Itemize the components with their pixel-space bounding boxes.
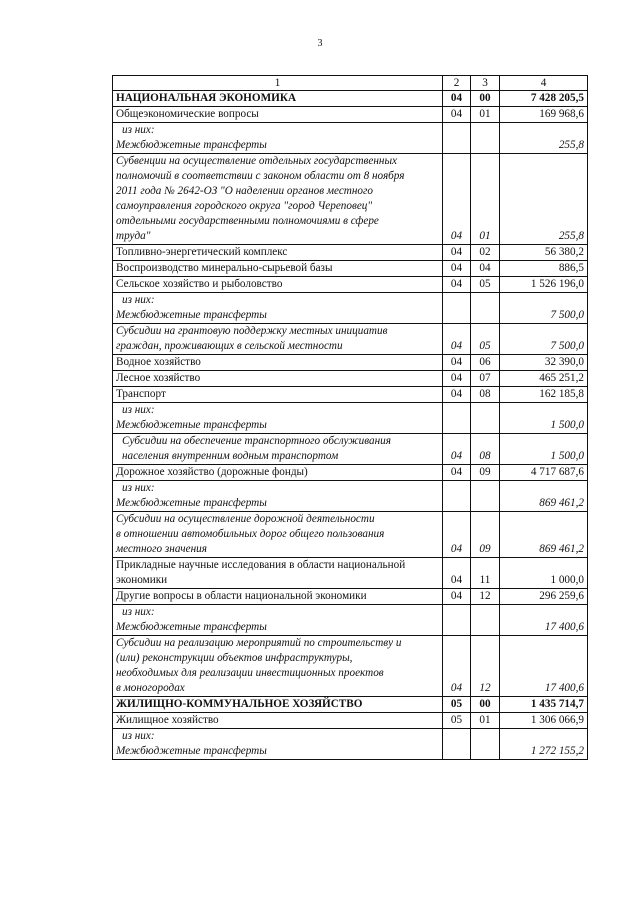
amount: 56 380,2 — [500, 245, 588, 261]
amount: 7 500,0 — [500, 293, 588, 324]
table-row — [113, 371, 588, 387]
amount: 1 500,0 — [500, 434, 588, 465]
section-code — [443, 403, 471, 434]
row-name-line: местного значения — [116, 543, 207, 555]
amount: 869 461,2 — [500, 481, 588, 512]
table-row — [113, 387, 588, 403]
row-name-line: (или) реконструкции объектов инфраструктуры, — [116, 652, 353, 664]
table-row — [113, 355, 588, 371]
subsection-code — [471, 293, 500, 324]
subsection-code: 06 — [471, 355, 500, 371]
table-row — [113, 91, 588, 107]
row-name-line: самоуправления городского округа "город Череповец" — [116, 200, 373, 212]
row-name-cell — [113, 123, 443, 154]
amount: 465 251,2 — [500, 371, 588, 387]
section-code: 04 — [443, 355, 471, 371]
section-code: 04 — [443, 91, 471, 107]
section-code — [443, 293, 471, 324]
table-row — [113, 558, 588, 589]
row-name-line: труда" — [116, 230, 151, 242]
subsection-code: 11 — [471, 558, 500, 589]
table-row — [113, 605, 588, 636]
subsection-code: 08 — [471, 434, 500, 465]
row-name-line: необходимых для реализации инвестиционных проектов — [116, 667, 384, 679]
header-col-3: 3 — [471, 76, 500, 91]
section-code — [443, 729, 471, 760]
row-name-cell — [113, 481, 443, 512]
row-name-line: граждан, проживающих в сельской местности — [116, 340, 343, 352]
table-row — [113, 324, 588, 355]
table-row — [113, 465, 588, 481]
row-name-cell — [113, 589, 443, 605]
subsection-code: 05 — [471, 324, 500, 355]
row-name-cell — [113, 558, 443, 589]
subsection-code: 07 — [471, 371, 500, 387]
row-name-line: Транспорт — [116, 388, 166, 400]
row-name-cell — [113, 324, 443, 355]
amount: 1 000,0 — [500, 558, 588, 589]
row-name-cell — [113, 713, 443, 729]
row-name-line: Межбюджетные трансферты — [116, 745, 267, 757]
row-name-line: Общеэкономические вопросы — [116, 108, 259, 120]
row-name-line: из них: — [122, 482, 155, 494]
amount: 255,8 — [500, 123, 588, 154]
table-row — [113, 481, 588, 512]
section-code: 04 — [443, 434, 471, 465]
table-row — [113, 154, 588, 245]
table-row — [113, 107, 588, 123]
row-name-cell — [113, 512, 443, 558]
row-name-line: из них: — [122, 404, 155, 416]
subsection-code: 04 — [471, 261, 500, 277]
row-name-line: НАЦИОНАЛЬНАЯ ЭКОНОМИКА — [116, 92, 297, 104]
row-name-line: 2011 года № 2642-ОЗ "О наделении органов местного — [116, 185, 373, 197]
subsection-code — [471, 123, 500, 154]
row-name-line: Субсидии на осуществление дорожной деятельности — [116, 513, 375, 525]
row-name-line: Прикладные научные исследования в области национальной — [116, 559, 406, 571]
row-name-line: Межбюджетные трансферты — [116, 419, 267, 431]
section-code: 04 — [443, 107, 471, 123]
row-name-cell — [113, 371, 443, 387]
subsection-code — [471, 729, 500, 760]
row-name-cell — [113, 697, 443, 713]
row-name-cell — [113, 636, 443, 697]
row-name-line: Сельское хозяйство и рыболовство — [116, 278, 283, 290]
row-name-cell — [113, 91, 443, 107]
amount: 7 500,0 — [500, 324, 588, 355]
table-row — [113, 245, 588, 261]
subsection-code: 00 — [471, 91, 500, 107]
table-row — [113, 403, 588, 434]
subsection-code: 01 — [471, 107, 500, 123]
header-col-2: 2 — [443, 76, 471, 91]
table-row — [113, 277, 588, 293]
row-name-line: Дорожное хозяйство (дорожные фонды) — [116, 466, 308, 478]
row-name-line: Воспроизводство минерально-сырьевой базы — [116, 262, 333, 274]
row-name-line: Межбюджетные трансферты — [116, 139, 267, 151]
row-name-cell — [113, 605, 443, 636]
row-name-cell — [113, 387, 443, 403]
section-code: 04 — [443, 387, 471, 403]
row-name-line: Субвенции на осуществление отдельных государственных — [116, 155, 398, 167]
table-header-row — [113, 76, 588, 91]
row-name-line: Другие вопросы в области национальной экономики — [116, 590, 367, 602]
subsection-code: 09 — [471, 465, 500, 481]
row-name-cell — [113, 355, 443, 371]
section-code — [443, 605, 471, 636]
amount: 17 400,6 — [500, 636, 588, 697]
row-name-line: Межбюджетные трансферты — [116, 621, 267, 633]
row-name-line: из них: — [122, 606, 155, 618]
row-name-cell — [113, 403, 443, 434]
subsection-code — [471, 605, 500, 636]
row-name-line: отдельными государственными полномочиями в сфере — [116, 215, 379, 227]
section-code: 04 — [443, 261, 471, 277]
subsection-code: 02 — [471, 245, 500, 261]
section-code: 04 — [443, 277, 471, 293]
amount: 1 435 714,7 — [500, 697, 588, 713]
section-code: 04 — [443, 245, 471, 261]
amount: 4 717 687,6 — [500, 465, 588, 481]
section-code — [443, 481, 471, 512]
row-name-line: из них: — [122, 294, 155, 306]
section-code: 04 — [443, 465, 471, 481]
section-code: 04 — [443, 636, 471, 697]
row-name-cell — [113, 107, 443, 123]
subsection-code: 00 — [471, 697, 500, 713]
subsection-code: 01 — [471, 154, 500, 245]
amount: 17 400,6 — [500, 605, 588, 636]
table-row — [113, 293, 588, 324]
row-name-line: Топливно-энергетический комплекс — [116, 246, 288, 258]
row-name-cell — [113, 465, 443, 481]
amount: 296 259,6 — [500, 589, 588, 605]
row-name-cell — [113, 154, 443, 245]
table-row — [113, 589, 588, 605]
page-number: 3 — [317, 38, 323, 49]
row-name-cell — [113, 245, 443, 261]
amount: 1 306 066,9 — [500, 713, 588, 729]
row-name-line: из них: — [122, 124, 155, 136]
section-code: 04 — [443, 154, 471, 245]
subsection-code — [471, 403, 500, 434]
table-row — [113, 713, 588, 729]
section-code: 05 — [443, 697, 471, 713]
header-col-1: 1 — [113, 76, 443, 91]
table-row — [113, 261, 588, 277]
row-name-cell — [113, 261, 443, 277]
header-col-4: 4 — [500, 76, 588, 91]
section-code: 04 — [443, 371, 471, 387]
subsection-code: 09 — [471, 512, 500, 558]
amount: 169 968,6 — [500, 107, 588, 123]
row-name-line: Субсидии на обеспечение транспортного обслуживания — [122, 435, 391, 447]
row-name-cell — [113, 293, 443, 324]
table-row — [113, 636, 588, 697]
row-name-line: Субсидии на грантовую поддержку местных инициатив — [116, 325, 388, 337]
row-name-line: Межбюджетные трансферты — [116, 497, 267, 509]
row-name-line: экономики — [116, 574, 168, 586]
amount: 7 428 205,5 — [500, 91, 588, 107]
amount: 1 526 196,0 — [500, 277, 588, 293]
table-row — [113, 434, 588, 465]
amount: 1 272 155,2 — [500, 729, 588, 760]
subsection-code: 01 — [471, 713, 500, 729]
section-code: 05 — [443, 713, 471, 729]
section-code: 04 — [443, 558, 471, 589]
row-name-cell — [113, 434, 443, 465]
row-name-line: полномочий в соответствии с законом области от 8 ноября — [116, 170, 405, 182]
subsection-code — [471, 481, 500, 512]
table-row — [113, 697, 588, 713]
amount: 1 500,0 — [500, 403, 588, 434]
table-row — [113, 512, 588, 558]
row-name-line: Водное хозяйство — [116, 356, 201, 368]
row-name-line: в отношении автомобильных дорог общего пользования — [116, 528, 385, 540]
section-code: 04 — [443, 324, 471, 355]
amount: 255,8 — [500, 154, 588, 245]
row-name-cell — [113, 729, 443, 760]
section-code: 04 — [443, 512, 471, 558]
row-name-line: Субсидии на реализацию мероприятий по строительству и — [116, 637, 402, 649]
row-name-line: из них: — [122, 730, 155, 742]
table-row — [113, 123, 588, 154]
row-name-cell — [113, 277, 443, 293]
subsection-code: 05 — [471, 277, 500, 293]
budget-table — [112, 75, 588, 760]
subsection-code: 12 — [471, 589, 500, 605]
row-name-line: ЖИЛИЩНО-КОММУНАЛЬНОЕ ХОЗЯЙСТВО — [116, 698, 363, 710]
row-name-line: Лесное хозяйство — [116, 372, 201, 384]
subsection-code: 12 — [471, 636, 500, 697]
section-code — [443, 123, 471, 154]
row-name-line: Жилищное хозяйство — [116, 714, 219, 726]
amount: 162 185,8 — [500, 387, 588, 403]
amount: 32 390,0 — [500, 355, 588, 371]
amount: 886,5 — [500, 261, 588, 277]
row-name-line: в моногородах — [116, 682, 185, 694]
amount: 869 461,2 — [500, 512, 588, 558]
table-row — [113, 729, 588, 760]
section-code: 04 — [443, 589, 471, 605]
row-name-line: населения внутренним водным транспортом — [122, 450, 339, 462]
row-name-line: Межбюджетные трансферты — [116, 309, 267, 321]
subsection-code: 08 — [471, 387, 500, 403]
